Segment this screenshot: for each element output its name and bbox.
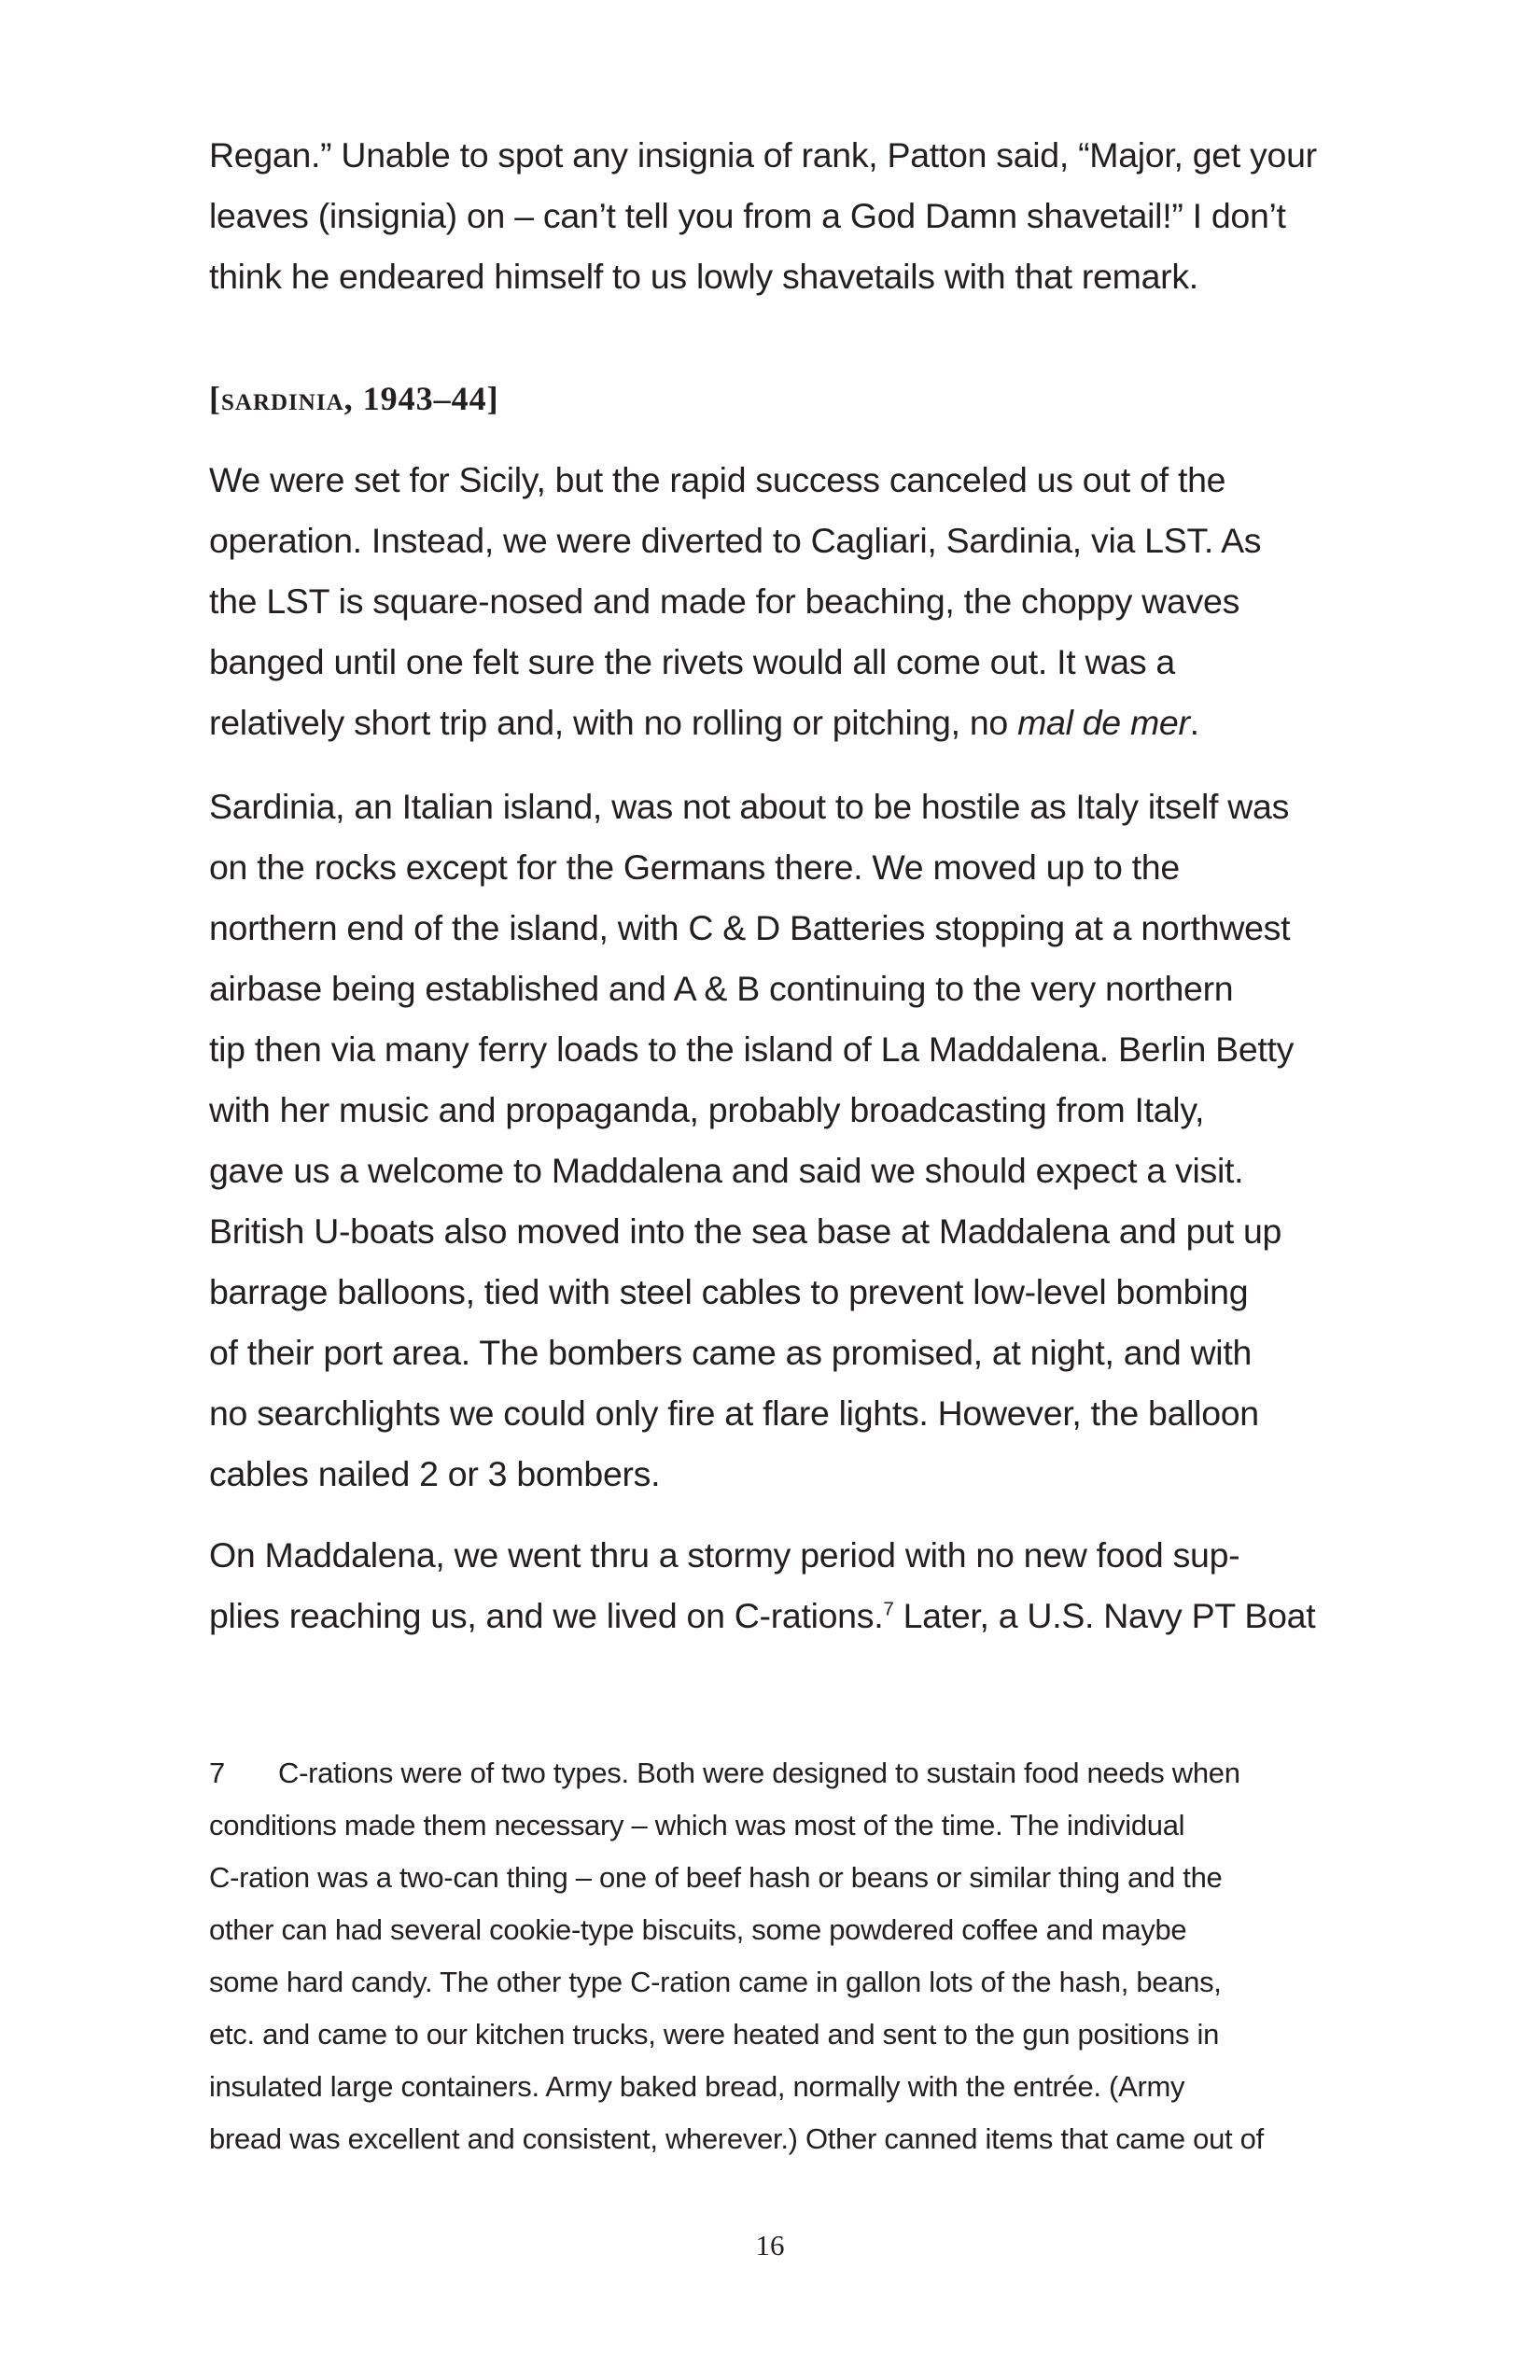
footnote-line — [209, 1747, 1329, 1799]
text-line: We were set for Sicily, but the rapid success canceled us out of the — [209, 460, 1226, 499]
footnote-number: 7 — [209, 1757, 225, 1789]
text-line: gave us a welcome to Maddalena and said we should expect a visit. — [209, 1151, 1244, 1190]
footnote-reference[interactable]: 7 — [883, 1598, 894, 1620]
footnote-line: other can had several cookie-type biscuits, some powdered coffee and maybe — [209, 1913, 1187, 1946]
text-line: British U-boats also moved into the sea base at Maddalena and put up — [209, 1211, 1282, 1251]
footnote-7 — [209, 1747, 1329, 2165]
text-span: C-rations were of two types. Both were designed to sustain food needs when — [278, 1757, 1240, 1789]
text-line: the LST is square-nosed and made for beaching, the choppy waves — [209, 581, 1240, 621]
text-span: . — [1189, 703, 1199, 742]
footnote-line: C-ration was a two-can thing – one of beef hash or beans or similar thing and the — [209, 1861, 1223, 1894]
text-line — [209, 1586, 1329, 1646]
text-line: barrage balloons, tied with steel cables to prevent low-level bombing — [209, 1272, 1249, 1311]
text-line: operation. Instead, we were diverted to Cagliari, Sardinia, via LST. As — [209, 521, 1262, 560]
text-line: leaves (insignia) on – can’t tell you from a God Damn shavetail!” I don’t — [209, 196, 1286, 235]
text-line: On Maddalena, we went thru a stormy period with no new food sup- — [209, 1535, 1240, 1575]
footnote-line: bread was excellent and consistent, wherever.) Other canned items that came out of — [209, 2122, 1264, 2155]
text-span: relatively short trip and, with no rolling or pitching, no — [209, 703, 1018, 742]
text-line: airbase being established and A & B continuing to the very northern — [209, 969, 1234, 1008]
text-line: no searchlights we could only fire at flare lights. However, the balloon — [209, 1393, 1259, 1433]
text-span: plies reaching us, and we lived on C-rations. — [209, 1596, 884, 1635]
text-line: of their port area. The bombers came as promised, at night, and with — [209, 1333, 1252, 1372]
paragraph-sardinia — [209, 777, 1329, 1505]
text-line: cables nailed 2 or 3 bombers. — [209, 1454, 661, 1493]
text-line: with her music and propaganda, probably broadcasting from Italy, — [209, 1090, 1205, 1129]
italic-phrase: mal de mer — [1017, 703, 1190, 742]
paragraph-maddalena — [209, 1525, 1329, 1646]
footnote-line: etc. and came to our kitchen trucks, were heated and sent to the gun positions in — [209, 2018, 1220, 2051]
section-heading: [sardinia, 1943–44] — [209, 380, 499, 417]
text-line — [209, 693, 1329, 753]
text-line: northern end of the island, with C & D Batteries stopping at a northwest — [209, 908, 1291, 947]
footnote-line: conditions made them necessary – which was most of the time. The individual — [209, 1809, 1185, 1841]
page-number: 16 — [755, 2229, 785, 2261]
footnote-line: insulated large containers. Army baked bread, normally with the entrée. (Army — [209, 2070, 1185, 2103]
text-line: Regan.” Unable to spot any insignia of rank, Patton said, “Major, get your — [209, 135, 1317, 175]
text-line: think he endeared himself to us lowly shavetails with that remark. — [209, 257, 1198, 296]
text-line: Sardinia, an Italian island, was not about to be hostile as Italy itself was — [209, 787, 1290, 826]
text-line: tip then via many ferry loads to the island of La Maddalena. Berlin Betty — [209, 1029, 1295, 1069]
text-line: on the rocks except for the Germans there. We moved up to the — [209, 847, 1180, 887]
text-line: banged until one felt sure the rivets would all come out. It was a — [209, 642, 1175, 681]
paragraph-patton — [209, 125, 1329, 307]
text-span: Later, a U.S. Navy PT Boat — [893, 1596, 1316, 1635]
footnote-line: some hard candy. The other type C-ration came in gallon lots of the hash, beans, — [209, 1966, 1222, 1998]
paragraph-sicily — [209, 450, 1329, 753]
